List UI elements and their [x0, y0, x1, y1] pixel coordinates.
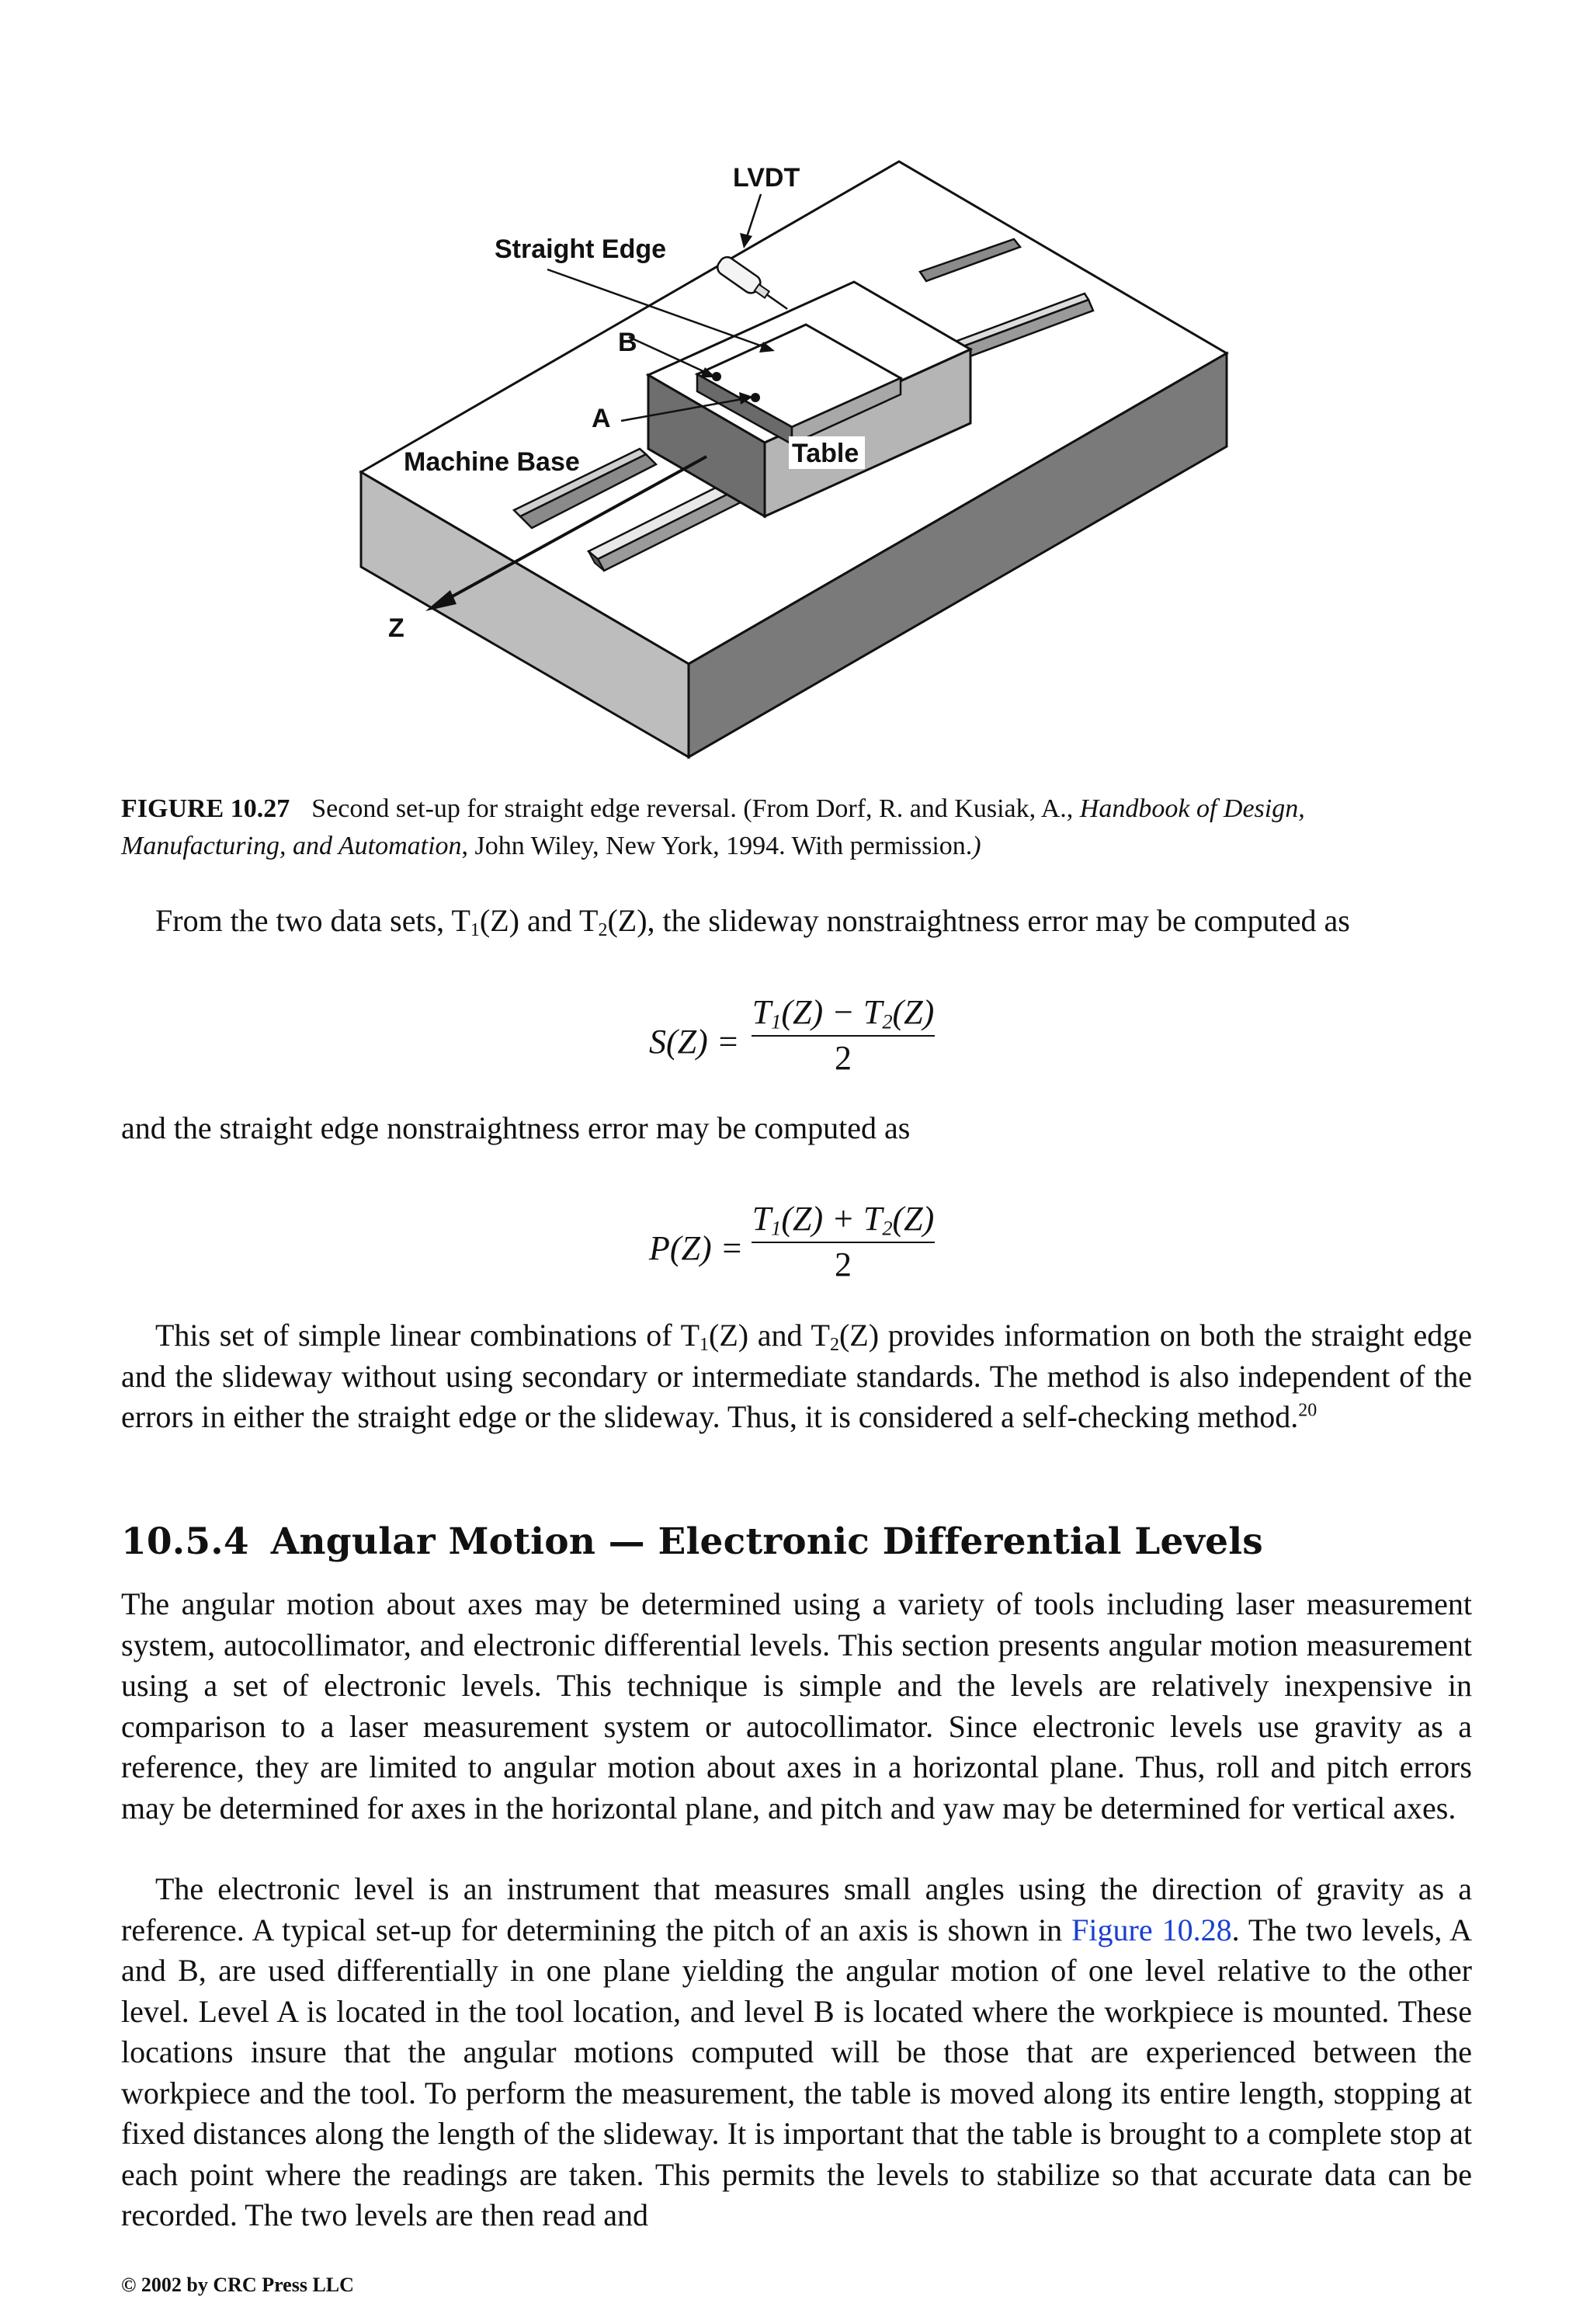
paragraph-straight-edge-error: and the straight edge nonstraightness error may be computed as [121, 1110, 911, 1145]
caption-figure-number: FIGURE 10.27 [121, 794, 290, 823]
caption-text-1: Second set-up for straight edge reversal. (From Dorf, R. and Kusiak, A., [311, 794, 1080, 823]
caption-book-title: Handbook of Design, Manufacturing, and Automation [121, 794, 1305, 860]
equation-p-denominator: 2 [835, 1245, 852, 1284]
section-title: Angular Motion — Electronic Differential Levels [270, 1520, 1263, 1563]
label-machine-base: Machine Base [404, 447, 580, 477]
section-number: 10.5.4 [121, 1520, 249, 1563]
straight-edge-setup-diagram [342, 148, 1242, 769]
caption-close-paren: ) [972, 832, 981, 860]
figure-caption [121, 790, 1472, 865]
paragraph-data-sets: From the two data sets, $T_1(Z)$ and $T_2(Z)$, the slideway nonstraightness error may be computed as [155, 903, 1350, 940]
paragraph-angular-motion: The angular motion about axes may be determined using a variety of tools including laser measurement system, autocollimator, and electronic differential levels. This section presents angular motion measurement using a set of electronic levels. This technique is simple and the levels are relatively inexpensive in comparison to a laser measurement system or autocollimator. Since electronic levels use gravity as a reference, they are limited to angular motion about axes in a horizontal plane. Thus, roll and pitch errors may be determined for axes in the horizontal plane, and pitch and yaw may be determined for vertical axes. [121, 1586, 1472, 1826]
equation-s-numerator: $T_1(Z) - T_2(Z)$ [752, 992, 935, 1037]
caption-text-2: , John Wiley, New York, 1994. With permission. [461, 832, 973, 860]
equation-p-fraction [752, 1199, 935, 1284]
equation-p-of-z [649, 1199, 944, 1284]
figure-10-28-link[interactable]: Figure 10.28 [1071, 1912, 1232, 1947]
equation-p-lhs: P(Z) = [649, 1229, 744, 1267]
point-a-marker [751, 393, 760, 402]
section-heading [121, 1520, 1263, 1563]
label-b: B [618, 328, 637, 357]
label-a: A [592, 404, 611, 433]
reference-20[interactable]: 20 [1298, 1400, 1317, 1421]
equation-s-fraction [752, 992, 935, 1078]
label-straight-edge: Straight Edge [495, 234, 667, 264]
equation-s-denominator: 2 [835, 1039, 852, 1077]
copyright-footer: © 2002 by CRC Press LLC [121, 2274, 354, 2296]
label-lvdt: LVDT [733, 163, 800, 193]
equation-p-numerator: $T_1(Z) + T_2(Z)$ [752, 1199, 935, 1243]
label-z: Z [388, 613, 404, 643]
equation-s-lhs: S(Z) = [649, 1023, 740, 1061]
equation-s-of-z [649, 992, 944, 1078]
paragraph-linear-combinations: This set of simple linear combinations of $T_1(Z)$ and $T_2(Z)$ provides information on both the straight edge and the slideway without using secondary or intermediate standards. The method is also independent of the errors in either the straight edge or the slideway. Thus, it is considered a self-checking method.$^{20}$ [121, 1318, 1472, 1434]
figure-10-27 [342, 148, 1242, 769]
paragraph-electronic-level: The electronic level is an instrument that measures small angles using the direction of gravity as a reference. A typical set-up for determining the pitch of an axis is shown in Figure 10.28. The two levels, A and B, are used differentially in one plane yielding the angular motion of one level relative to the other level. Level A is located in the tool location, and level B is located where the workpiece is mounted. These locations insure that the angular motions computed will be those that are experienced between the workpiece and the tool. To perform the measurement, the table is moved along its entire length, stopping at fixed distances along the length of the slideway. It is important that the table is brought to a complete stop at each point where the readings are taken. This permits the levels to stabilize so that accurate data can be recorded. The two levels are then read and [121, 1871, 1473, 2232]
label-table: Table [792, 439, 859, 468]
